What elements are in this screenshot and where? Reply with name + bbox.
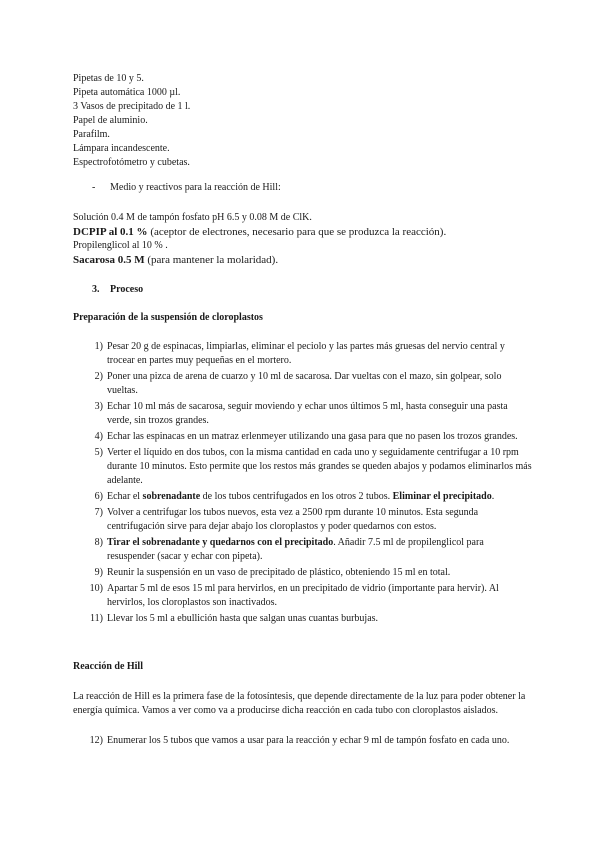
- list-item: [73, 400, 533, 428]
- subsection-title: Reacción de Hill: [73, 661, 143, 672]
- list-item: [73, 536, 533, 564]
- reagent-item: Solución 0.4 M de tampón fosfato pH 6.5 y 0.08 M de ClK.: [73, 212, 312, 223]
- step-number: 12): [89, 735, 103, 746]
- list-item: [73, 490, 533, 504]
- list-item: [73, 446, 533, 488]
- subsection-title: Preparación de la suspensión de cloroplastos: [73, 312, 263, 323]
- reagent-note: (para mantener la molaridad).: [144, 254, 279, 266]
- step-emphasis: Tirar el sobrenadante y quedarnos con el precipitado: [107, 537, 334, 548]
- step-text: Pesar 20 g de espinacas, limpiarlas, eliminar el peciolo y las partes más gruesas del nervio central y trocear en partes muy pequeñas en el mortero.: [107, 341, 505, 366]
- step-emphasis: Eliminar el precipitado: [392, 491, 492, 502]
- reagent-name: DCPIP al 0.1 %: [73, 226, 148, 238]
- material-item: Papel de aluminio.: [73, 115, 148, 126]
- step-text: Apartar 5 ml de esos 15 ml para hervirlos, en un precipitado de vidrio (importante para hervir). Al hervirlos, los cloroplastos son inactivados.: [107, 583, 499, 608]
- material-item: Pipetas de 10 y 5.: [73, 73, 144, 84]
- section-heading: [92, 283, 143, 297]
- reagent-item: [73, 253, 533, 267]
- list-item: [73, 734, 533, 748]
- reagents-list: [73, 211, 533, 267]
- step-number: 10): [89, 583, 103, 594]
- dash-bullet: -: [92, 182, 96, 193]
- step-text: . Añadir 7.5 ml de propilenglicol para resuspender (sacar y echar con pipeta).: [107, 537, 484, 562]
- step-number: 11): [90, 613, 103, 624]
- step-number: 9): [94, 567, 103, 578]
- list-item: [73, 506, 533, 534]
- hill-steps: [73, 734, 533, 750]
- step-text: de los tubos centrifugados en los otros 2 tubos.: [200, 491, 393, 502]
- step-text: Echar 10 ml más de sacarosa, seguir moviendo y echar unos últimos 5 ml, hasta conseguir una pasta verde, sin trozos grandes.: [107, 401, 508, 426]
- materials-list: [73, 72, 533, 170]
- step-text: .: [491, 491, 495, 502]
- step-emphasis: sobrenadante: [142, 491, 201, 502]
- list-item: [73, 340, 533, 368]
- step-number: 2): [94, 371, 103, 382]
- step-text: Volver a centrifugar los tubos nuevos, esta vez a 2500 rpm durante 10 minutos. Esta segunda centrifugación sirve para dejar abajo los cloroplastos y poder quedarnos con estos.: [107, 507, 479, 532]
- section-number: 3.: [92, 284, 100, 295]
- material-item: Lámpara incandescente.: [73, 143, 170, 154]
- step-text: Verter el líquido en dos tubos, con la misma cantidad en cada uno y seguidamente centrifugar a 10 rpm durante 10 minutos. Esto permite que los restos más grandes se queden abajos y podamos eliminarlos más adelante.: [107, 447, 532, 486]
- step-text: Enumerar los 5 tubos que vamos a usar para la reacción y echar 9 ml de tampón fosfato en cada uno.: [107, 735, 510, 746]
- reagent-item: [73, 225, 533, 239]
- step-number: 3): [94, 401, 103, 412]
- material-item: Parafilm.: [73, 129, 110, 140]
- material-item: Pipeta automática 1000 µl.: [73, 87, 181, 98]
- step-number: 5): [94, 447, 103, 458]
- step-text: Llevar los 5 ml a ebullición hasta que salgan unas cuantas burbujas.: [107, 613, 379, 624]
- section-title: Proceso: [110, 284, 144, 295]
- step-number: 1): [94, 341, 103, 352]
- step-number: 8): [94, 537, 103, 548]
- media-title: Medio y reactivos para la reacción de Hill:: [110, 182, 281, 193]
- list-item: [73, 370, 533, 398]
- step-text: Reunir la suspensión en un vaso de precipitado de plástico, obteniendo 15 ml en total.: [107, 567, 451, 578]
- hill-paragraph: La reacción de Hill es la primera fase de la fotosíntesis, que depende directamente de la luz para poder obtener la energía química. Vamos a ver como va a producirse dicha reacción en cada tubo con cloroplastos aislados.: [73, 691, 526, 716]
- reagent-item: Propilenglicol al 10 % .: [73, 240, 168, 251]
- step-text: Echar las espinacas en un matraz erlenmeyer utilizando una gasa para que no pasen los trozos grandes.: [107, 431, 518, 442]
- reagent-name: Sacarosa 0.5 M: [73, 254, 145, 266]
- step-text: Poner una pizca de arena de cuarzo y 10 ml de sacarosa. Dar vueltas con el mazo, sin golpear, solo vueltas.: [107, 371, 502, 396]
- list-item: [73, 566, 533, 580]
- material-item: Espectrofotómetro y cubetas.: [73, 157, 190, 168]
- step-number: 4): [94, 431, 103, 442]
- list-item: [73, 582, 533, 610]
- material-item: 3 Vasos de precipitado de 1 l.: [73, 101, 191, 112]
- step-number: 6): [94, 491, 103, 502]
- list-item: [73, 430, 533, 444]
- reagent-note: (aceptor de electrones, necesario para que se produzca la reacción).: [147, 226, 447, 238]
- procedure-steps: [73, 340, 533, 628]
- step-text: Echar el: [107, 491, 143, 502]
- list-item: [73, 612, 533, 626]
- step-number: 7): [94, 507, 103, 518]
